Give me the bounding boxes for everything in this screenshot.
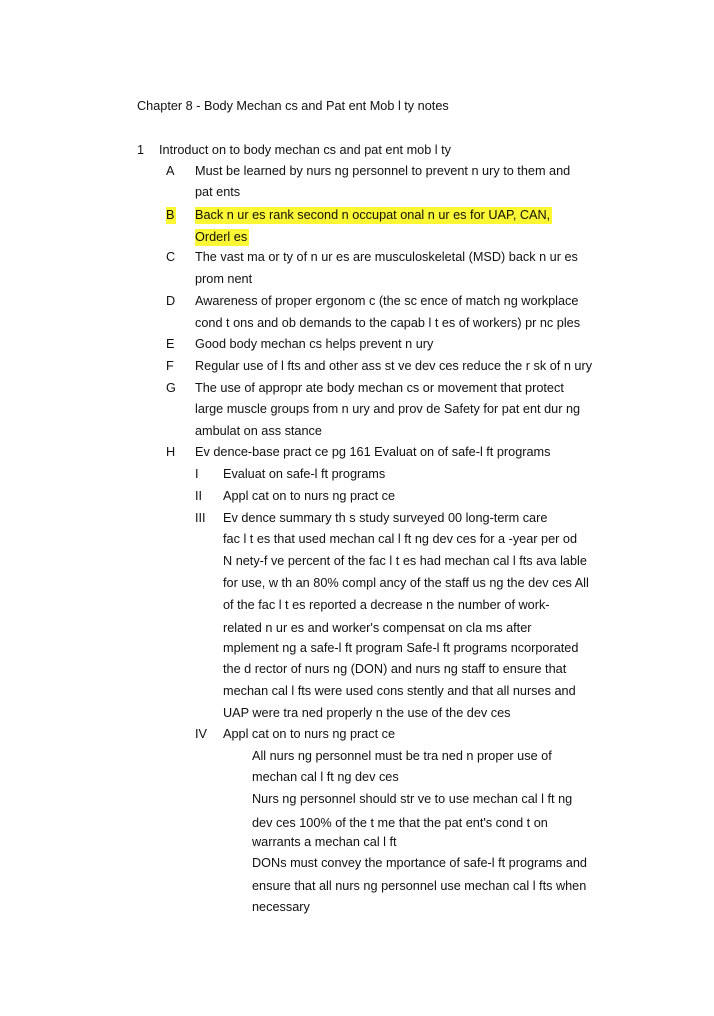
item-text: Must be learned by nurs ng personnel to prevent n ury to them and — [195, 164, 571, 178]
point-text: dev ces 100% of the t me that the pat ent's cond t on — [252, 816, 548, 830]
subitem-text: Appl cat on to nurs ng pract ce — [223, 489, 396, 503]
subitem-label: I — [195, 467, 199, 481]
subitem-text: UAP were tra ned properly n the use of the dev ces — [223, 706, 511, 720]
item-text: Ev dence-base pract ce pg 161 Evaluat on of safe-l ft programs — [195, 445, 551, 459]
item-text: Awareness of proper ergonom c (the sc ence of match ng workplace — [195, 294, 579, 308]
item-text: The use of appropr ate body mechan cs or movement that protect — [195, 381, 564, 395]
subitem-text: for use, w th an 80% compl ancy of the staff us ng the dev ces All — [223, 576, 589, 590]
subitem-text: the d rector of nurs ng (DON) and nurs ng staff to ensure that — [223, 662, 567, 676]
subitem-text: mechan cal l fts were used cons stently and that all nurses and — [223, 684, 576, 698]
highlight: Orderl es — [195, 230, 248, 244]
item-text: cond t ons and ob demands to the capab l t es of workers) pr nc ples — [195, 316, 581, 330]
subitem-text: Ev dence summary th s study surveyed 00 long-term care — [223, 511, 548, 525]
section-number: 1 — [137, 143, 145, 157]
point-text: All nurs ng personnel must be tra ned n proper use of — [252, 749, 552, 763]
subitem-text: of the fac l t es reported a decrease n the number of work- — [223, 598, 550, 612]
highlight: Back n ur es rank second n occupat onal n ur es for UAP, CAN, — [195, 208, 551, 222]
item-label: C — [166, 250, 176, 264]
subitem-text: Appl cat on to nurs ng pract ce — [223, 727, 396, 741]
item-label: F — [166, 359, 174, 373]
item-text: ambulat on ass stance — [195, 424, 322, 438]
point-text: DONs must convey the mportance of safe-l ft programs and — [252, 856, 587, 870]
item-label: H — [166, 445, 176, 459]
item-text — [195, 208, 552, 223]
document-title: Chapter 8 - Body Mechan cs and Pat ent Mob l ty notes — [137, 99, 449, 113]
highlight: B — [166, 208, 175, 222]
point-text: ensure that all nurs ng personnel use mechan cal l fts when — [252, 879, 587, 893]
item-label: G — [166, 381, 176, 395]
section-heading: Introduct on to body mechan cs and pat ent mob l ty — [159, 143, 451, 157]
subitem-label: IV — [195, 727, 207, 741]
subitem-text: fac l t es that used mechan cal l ft ng dev ces for a -year per od — [223, 532, 578, 546]
item-text: pat ents — [195, 185, 241, 199]
subitem-text: mplement ng a safe-l ft program Safe-l ft programs ncorporated — [223, 641, 579, 655]
item-text: Good body mechan cs helps prevent n ury — [195, 337, 434, 351]
item-text — [195, 230, 249, 245]
item-label: D — [166, 294, 176, 308]
item-text: large muscle groups from n ury and prov de Safety for pat ent dur ng — [195, 402, 581, 416]
item-label: E — [166, 337, 175, 351]
subitem-text: related n ur es and worker's compensat on cla ms after — [223, 621, 532, 635]
subitem-text: Evaluat on safe-l ft programs — [223, 467, 386, 481]
item-label: A — [166, 164, 175, 178]
subitem-label: III — [195, 511, 206, 525]
item-text: The vast ma or ty of n ur es are musculoskeletal (MSD) back n ur es — [195, 250, 578, 264]
point-text: Nurs ng personnel should str ve to use mechan cal l ft ng — [252, 792, 573, 806]
subitem-text: N nety-f ve percent of the fac l t es had mechan cal l fts ava lable — [223, 554, 587, 568]
point-text: mechan cal l ft ng dev ces — [252, 770, 399, 784]
item-text: Regular use of l fts and other ass st ve dev ces reduce the r sk of n ury — [195, 359, 593, 373]
subitem-label: II — [195, 489, 203, 503]
point-text: warrants a mechan cal l ft — [252, 835, 397, 849]
item-text: prom nent — [195, 272, 253, 286]
point-text: necessary — [252, 900, 310, 914]
item-label — [166, 208, 176, 223]
